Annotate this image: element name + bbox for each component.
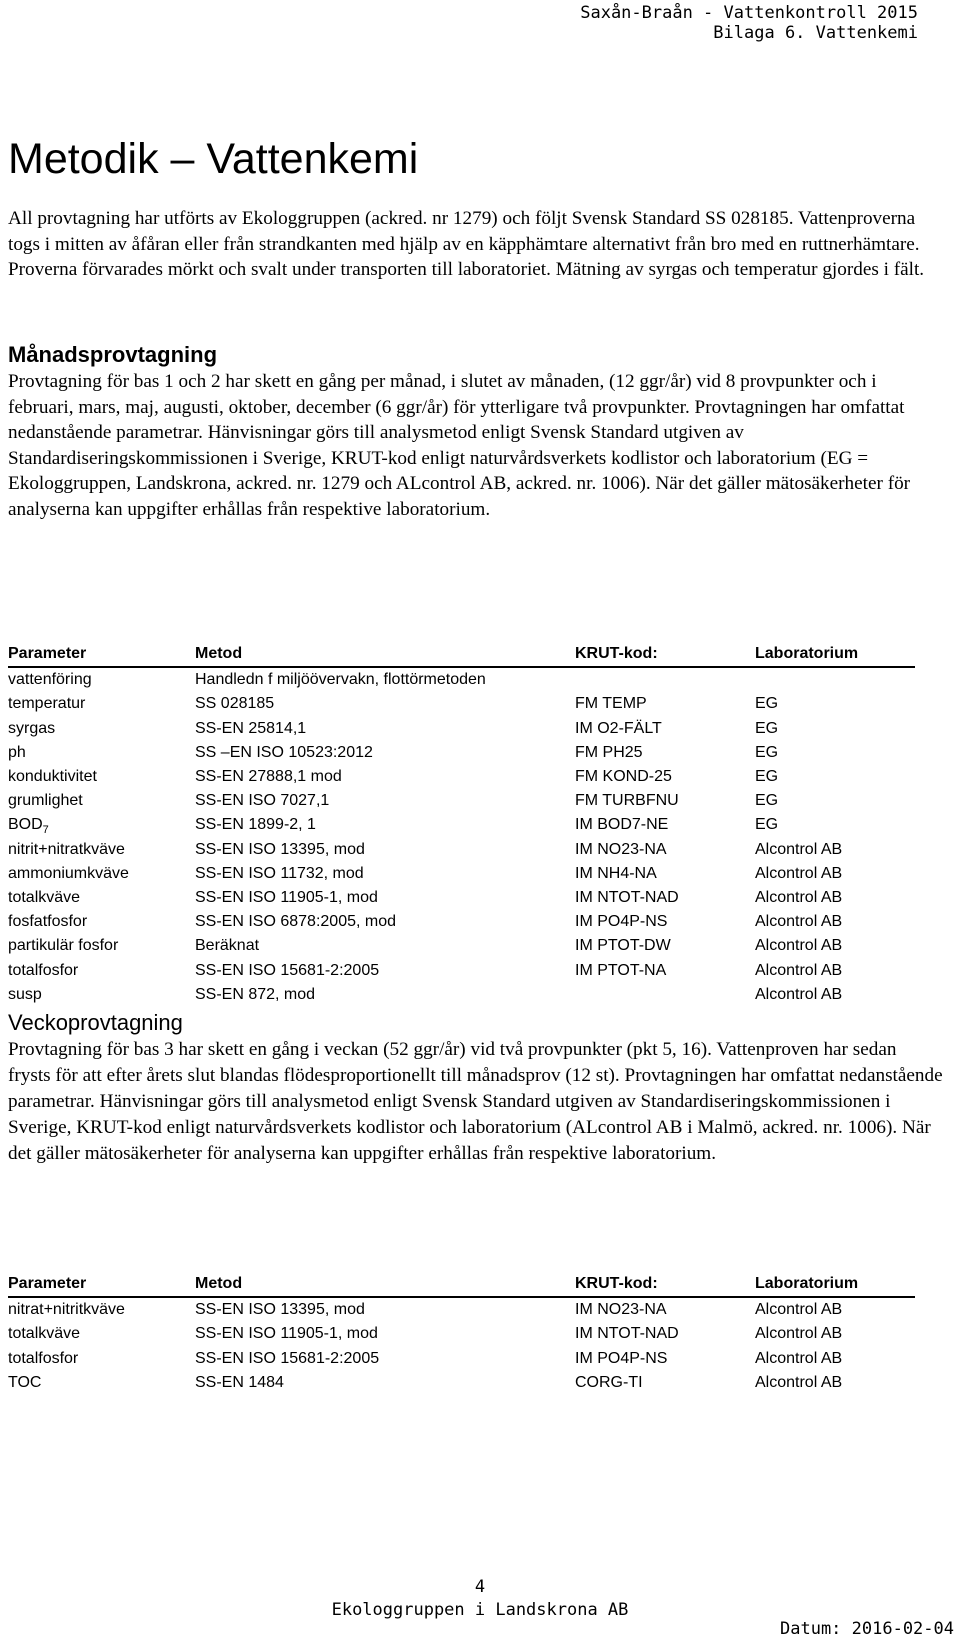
cell-metod-text: SS-EN ISO 6878:2005, mod <box>195 913 396 931</box>
cell-parameter-text: temperatur <box>8 695 86 713</box>
weekly-paragraph: Provtagning för bas 3 har skett en gång i veckan (52 ggr/år) vid två provpunkter (pkt 5, 16). Vattenproven har sedan frysts för att efter årets slut blandas flödesproportionellt till månadsprov (12 st). Provtagningen har omfattat nedanstående parametrar. Hänvisningar görs till analysmetod enligt Svensk Standard utgiven av Standardiseringskommissionen i Sverige, KRUT-kod enligt naturvårdsverkets kodlistor och laboratorium (ALcontrol AB i Malmö, ackred. nr. 1006). När det gäller mätosäkerheter för analyserna kan uppgifter erhållas från respektive laboratorium. <box>8 1039 943 1164</box>
cell-metod <box>195 838 575 862</box>
cell-metod-text: Handledn f miljöövervakn, flottörmetoden <box>195 671 486 689</box>
cell-krut <box>575 1371 755 1395</box>
cell-metod <box>195 1322 575 1346</box>
cell-parameter <box>8 1347 195 1371</box>
cell-metod <box>195 934 575 958</box>
cell-metod-text: SS –EN ISO 10523:2012 <box>195 743 373 761</box>
cell-parameter-text: totalkväve <box>8 1325 81 1343</box>
cell-metod-text: SS-EN ISO 7027,1 <box>195 792 330 810</box>
table-row <box>8 910 915 934</box>
cell-metod <box>195 667 575 692</box>
table-row <box>8 717 915 741</box>
cell-krut <box>575 813 755 837</box>
cell-krut-text: IM NO23-NA <box>575 840 667 858</box>
cell-metod-text: SS-EN ISO 13395, mod <box>195 1301 365 1319</box>
cell-parameter-text: fosfatfosfor <box>8 913 88 931</box>
table-row <box>8 838 915 862</box>
cell-parameter-text: BOD <box>8 816 43 834</box>
cell-lab <box>755 886 915 910</box>
cell-metod <box>195 959 575 983</box>
table-header-row <box>8 1272 915 1297</box>
cell-metod-text: SS 028185 <box>195 695 275 713</box>
monthly-paragraph: Provtagning för bas 1 och 2 har skett en gång per månad, i slutet av månaden, (12 ggr/år) vid 8 provpunkter och i februari, mars, maj, augusti, oktober, december (6 ggr/år) för ytterligare två provpunkter. Provtagningen har omfattat nedanstående parametrar. Hänvisningar görs till analysmetod enligt Svensk Standard utgiven av Standardiseringskommissionen i Sverige, KRUT-kod enligt naturvårdsverkets kodlistor och laboratorium (EG = Ekologgruppen, Landskrona, ackred. nr. 1279 och ALcontrol AB, ackred. nr. 1006). När det gäller mätosäkerheter för analyserna kan uppgifter erhållas från respektive laboratorium. <box>8 371 911 520</box>
table-row <box>8 1371 915 1395</box>
cell-krut <box>575 1297 755 1322</box>
cell-krut-text: IM PO4P-NS <box>575 1349 668 1367</box>
cell-lab-text: EG <box>755 816 779 834</box>
cell-lab-text: Alcontrol AB <box>755 913 843 931</box>
cell-krut <box>575 692 755 716</box>
table-row <box>8 983 915 1007</box>
cell-parameter-text: totalkväve <box>8 889 81 907</box>
cell-metod-text: SS-EN 25814,1 <box>195 719 307 737</box>
cell-parameter <box>8 692 195 716</box>
cell-lab-text: Alcontrol AB <box>755 1325 843 1343</box>
cell-metod <box>195 1371 575 1395</box>
cell-parameter <box>8 667 195 692</box>
monthly-heading: Månadsprovtagning <box>8 342 218 367</box>
cell-parameter-text: nitrit+nitratkväve <box>8 840 125 858</box>
cell-metod-text: SS-EN ISO 13395, mod <box>195 840 365 858</box>
table-row <box>8 862 915 886</box>
cell-metod <box>195 862 575 886</box>
cell-metod-text: SS-EN 1484 <box>195 1373 284 1391</box>
footer-date: Datum: 2016-02-04 <box>780 1619 954 1639</box>
cell-parameter-text: ammoniumkväve <box>8 864 129 882</box>
cell-lab <box>755 1371 915 1395</box>
cell-lab <box>755 862 915 886</box>
header-project-title: Saxån-Braån - Vattenkontroll 2015 <box>580 3 918 23</box>
cell-parameter-text: grumlighet <box>8 792 83 810</box>
cell-krut <box>575 1347 755 1371</box>
cell-lab-text: Alcontrol AB <box>755 889 843 907</box>
cell-parameter <box>8 765 195 789</box>
table-row <box>8 1347 915 1371</box>
cell-parameter <box>8 934 195 958</box>
cell-metod <box>195 910 575 934</box>
cell-lab-text: EG <box>755 743 779 761</box>
cell-metod-text: SS-EN 872, mod <box>195 985 316 1003</box>
cell-krut-text: IM PTOT-DW <box>575 937 671 955</box>
cell-parameter <box>8 983 195 1007</box>
cell-metod <box>195 886 575 910</box>
cell-parameter <box>8 789 195 813</box>
cell-lab-text: Alcontrol AB <box>755 1301 843 1319</box>
cell-metod-text: SS-EN 1899-2, 1 <box>195 816 316 834</box>
cell-krut-text: IM PO4P-NS <box>575 913 668 931</box>
col-header-parameter: Parameter <box>8 642 195 667</box>
cell-parameter <box>8 1371 195 1395</box>
cell-metod <box>195 813 575 837</box>
cell-lab-text: EG <box>755 792 779 810</box>
cell-krut-text: IM BOD7-NE <box>575 816 669 834</box>
table-row <box>8 692 915 716</box>
cell-krut-text: IM NH4-NA <box>575 864 657 882</box>
table-row <box>8 886 915 910</box>
cell-lab-text: EG <box>755 719 779 737</box>
cell-parameter-text: totalfosfor <box>8 1349 79 1367</box>
col-header-krut: KRUT-kod: <box>575 642 755 667</box>
cell-lab <box>755 813 915 837</box>
cell-krut-text: IM NTOT-NAD <box>575 1325 679 1343</box>
col-header-krut: KRUT-kod: <box>575 1272 755 1297</box>
cell-lab <box>755 983 915 1007</box>
page-title: Metodik – Vattenkemi <box>8 135 419 183</box>
page-number: 4 <box>474 1577 486 1597</box>
cell-lab <box>755 1322 915 1346</box>
cell-parameter <box>8 910 195 934</box>
cell-krut-text: FM PH25 <box>575 743 643 761</box>
col-header-lab: Laboratorium <box>755 1272 915 1297</box>
cell-metod-text: SS-EN ISO 11905-1, mod <box>195 1325 378 1343</box>
cell-parameter-text: vattenföring <box>8 671 92 689</box>
cell-metod <box>195 1347 575 1371</box>
cell-krut <box>575 765 755 789</box>
intro-paragraph: All provtagning har utförts av Ekologgruppen (ackred. nr 1279) och följt Svensk Standard SS 028185. Vattenproverna togs i mitten av åfåran eller från strandkanten med hjälp av en käpphämtare alternativt från bro med en ruttnerhämtare. Proverna förvarades mörkt och svalt under transporten till laboratoriet. Mätning av syrgas och temperatur gjordes i fält. <box>8 208 925 280</box>
cell-metod <box>195 1297 575 1322</box>
cell-metod-text: SS-EN ISO 11732, mod <box>195 864 364 882</box>
cell-krut <box>575 667 755 692</box>
cell-parameter <box>8 1322 195 1346</box>
cell-krut-text: FM TURBFNU <box>575 792 679 810</box>
cell-lab <box>755 789 915 813</box>
cell-lab-text: Alcontrol AB <box>755 1349 843 1367</box>
col-header-parameter: Parameter <box>8 1272 195 1297</box>
cell-lab-text: EG <box>755 768 779 786</box>
cell-krut-text: IM NTOT-NAD <box>575 889 679 907</box>
cell-lab <box>755 741 915 765</box>
cell-lab <box>755 765 915 789</box>
table-row <box>8 789 915 813</box>
cell-krut-text: FM TEMP <box>575 695 647 713</box>
table-header-row <box>8 642 915 667</box>
cell-lab-text: Alcontrol AB <box>755 1373 843 1391</box>
table-row <box>8 1297 915 1322</box>
cell-lab <box>755 934 915 958</box>
cell-lab <box>755 667 915 692</box>
monthly-parameter-table <box>8 642 915 1007</box>
col-header-metod: Metod <box>195 1272 575 1297</box>
cell-krut-text: CORG-TI <box>575 1373 643 1391</box>
cell-lab-text: Alcontrol AB <box>755 985 843 1003</box>
cell-metod <box>195 741 575 765</box>
cell-lab <box>755 717 915 741</box>
cell-metod <box>195 789 575 813</box>
cell-lab-text: Alcontrol AB <box>755 961 843 979</box>
cell-krut-text: FM KOND-25 <box>575 768 672 786</box>
cell-lab <box>755 838 915 862</box>
cell-parameter-text: partikulär fosfor <box>8 937 119 955</box>
cell-lab-text: EG <box>755 695 779 713</box>
cell-metod-text: SS-EN ISO 11905-1, mod <box>195 889 378 907</box>
cell-parameter <box>8 838 195 862</box>
cell-krut <box>575 1322 755 1346</box>
table-row <box>8 813 915 837</box>
cell-parameter <box>8 959 195 983</box>
table-row <box>8 667 915 692</box>
cell-parameter-text: nitrat+nitritkväve <box>8 1301 125 1319</box>
cell-parameter <box>8 813 195 837</box>
table-row <box>8 959 915 983</box>
cell-krut <box>575 983 755 1007</box>
cell-krut-text: IM O2-FÄLT <box>575 719 662 737</box>
cell-krut <box>575 862 755 886</box>
cell-lab <box>755 1347 915 1371</box>
cell-krut <box>575 934 755 958</box>
cell-krut <box>575 717 755 741</box>
cell-lab <box>755 1297 915 1322</box>
cell-parameter <box>8 741 195 765</box>
cell-parameter-text: syrgas <box>8 719 56 737</box>
cell-parameter-text: totalfosfor <box>8 961 79 979</box>
cell-metod <box>195 983 575 1007</box>
cell-metod <box>195 692 575 716</box>
cell-parameter-text: konduktivitet <box>8 768 97 786</box>
cell-krut <box>575 886 755 910</box>
cell-metod-text: Beräknat <box>195 937 260 955</box>
cell-parameter <box>8 1297 195 1322</box>
cell-lab <box>755 959 915 983</box>
cell-parameter <box>8 862 195 886</box>
cell-metod-text: SS-EN ISO 15681-2:2005 <box>195 961 380 979</box>
cell-lab <box>755 910 915 934</box>
col-header-metod: Metod <box>195 642 575 667</box>
cell-lab-text: Alcontrol AB <box>755 937 843 955</box>
col-header-lab: Laboratorium <box>755 642 915 667</box>
weekly-parameter-table <box>8 1272 915 1395</box>
cell-krut <box>575 741 755 765</box>
header-appendix-title: Bilaga 6. Vattenkemi <box>713 23 918 43</box>
cell-krut <box>575 959 755 983</box>
cell-krut-text: IM PTOT-NA <box>575 961 667 979</box>
cell-metod-text: SS-EN ISO 15681-2:2005 <box>195 1349 380 1367</box>
weekly-heading: Veckoprovtagning <box>8 1010 183 1035</box>
cell-metod <box>195 765 575 789</box>
table-row <box>8 934 915 958</box>
cell-krut <box>575 910 755 934</box>
cell-parameter <box>8 886 195 910</box>
footer-organization: Ekologgruppen i Landskrona AB <box>331 1600 629 1620</box>
cell-krut-text: IM NO23-NA <box>575 1301 667 1319</box>
cell-parameter-text: TOC <box>8 1373 42 1391</box>
cell-lab <box>755 692 915 716</box>
table-row <box>8 741 915 765</box>
table-row <box>8 1322 915 1346</box>
cell-parameter <box>8 717 195 741</box>
cell-parameter-subscript: 7 <box>42 824 49 837</box>
cell-lab-text: Alcontrol AB <box>755 840 843 858</box>
cell-metod-text: SS-EN 27888,1 mod <box>195 768 342 786</box>
cell-krut <box>575 838 755 862</box>
cell-parameter-text: ph <box>8 743 26 761</box>
cell-parameter-text: susp <box>8 985 42 1003</box>
cell-lab-text: Alcontrol AB <box>755 864 843 882</box>
table-row <box>8 765 915 789</box>
cell-krut <box>575 789 755 813</box>
cell-metod <box>195 717 575 741</box>
